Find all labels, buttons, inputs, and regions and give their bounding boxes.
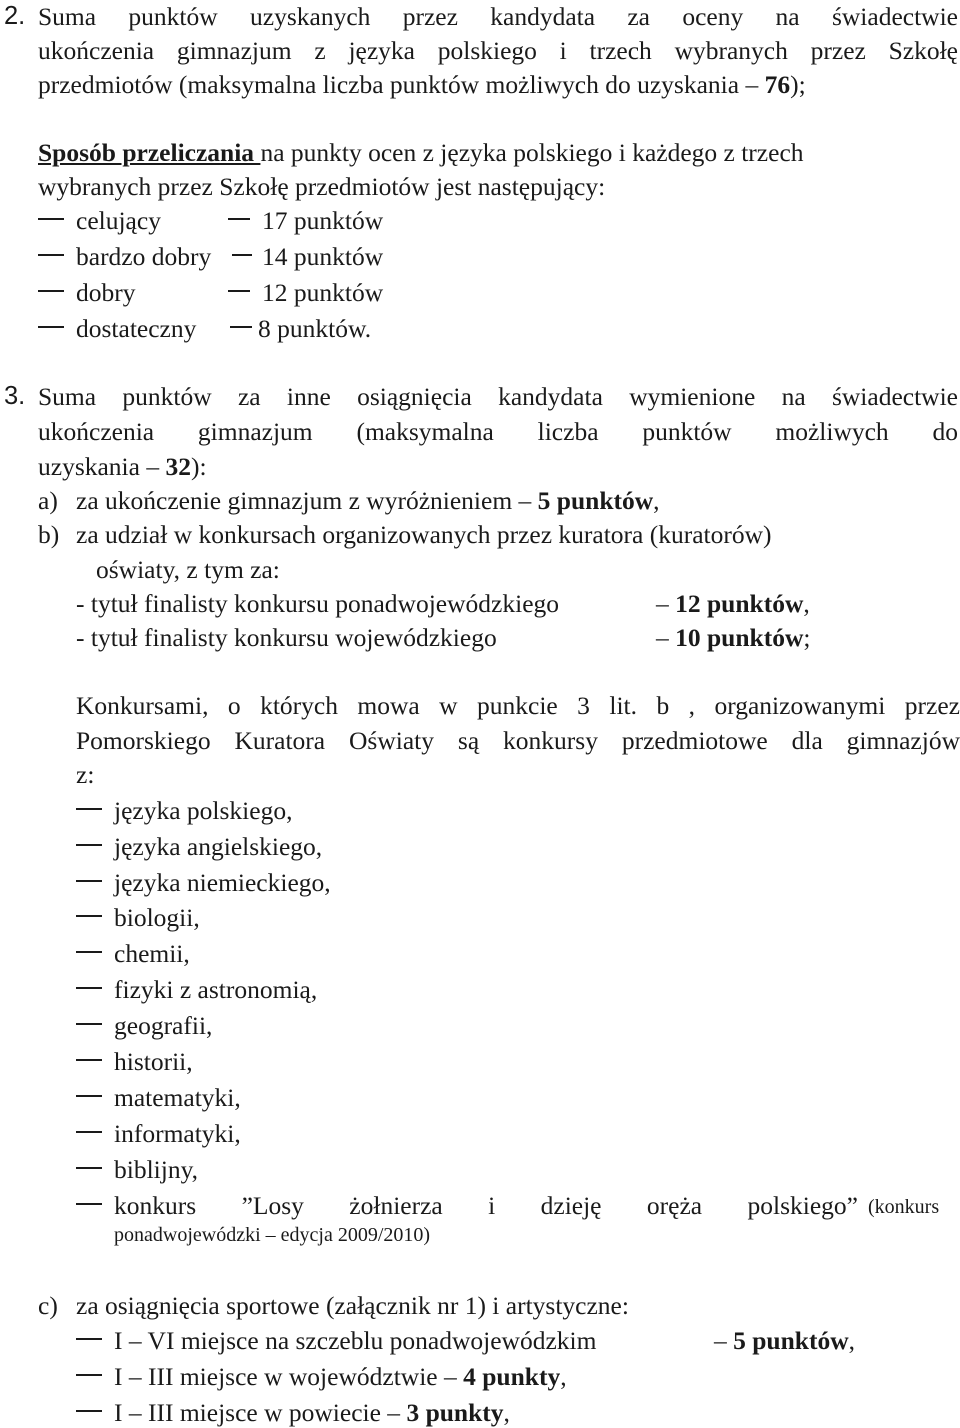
section3-max-points: 32 — [165, 452, 191, 481]
method-line1 — [38, 140, 804, 166]
grade-points: 8 punktów. — [258, 314, 372, 343]
section3-line3 — [38, 454, 207, 480]
c-item-tail: , — [560, 1362, 567, 1391]
grade-name: dobry — [76, 278, 136, 307]
dash-marker — [38, 218, 64, 220]
list-item: geografii, — [114, 1011, 213, 1040]
item-b2-dash: – — [656, 623, 669, 652]
item-a — [76, 488, 660, 514]
list-item: fizyki z astronomią, — [114, 975, 318, 1004]
c-item-points: 3 punkty — [406, 1398, 504, 1427]
section-number-2: 2. — [4, 2, 26, 30]
method-line2: wybranych przez Szkołę przedmiotów jest następujący: — [38, 172, 606, 201]
item-b-text2: oświaty, z tym za: — [96, 555, 280, 584]
dash-marker — [38, 326, 64, 328]
grade-name: celujący — [76, 206, 161, 235]
note-line3: z: — [76, 760, 95, 789]
losy-line-small: (konkurs — [868, 1196, 940, 1218]
dash-marker — [76, 951, 102, 953]
item-b1-text: - tytuł finalisty konkursu ponadwojewódzkiego — [76, 589, 560, 618]
item-b1-points-line — [656, 591, 810, 617]
c-item — [114, 1364, 567, 1390]
grade-name: bardzo dobry — [76, 242, 212, 271]
dash-marker — [76, 1338, 102, 1340]
item-a-points: 5 punktów — [537, 486, 654, 515]
section3-line3-text: uzyskania – — [38, 452, 160, 481]
item-b2-points-line — [656, 625, 810, 651]
section2-line3 — [38, 72, 806, 98]
dash-marker — [228, 290, 250, 292]
item-b2-points: 10 punktów — [675, 623, 804, 652]
dash-marker — [232, 254, 252, 256]
list-item: biblijny, — [114, 1155, 199, 1184]
item-a-tail: , — [653, 486, 660, 515]
list-item: języka niemieckiego, — [114, 868, 331, 897]
dash-marker — [76, 915, 102, 917]
dash-marker — [38, 254, 64, 256]
item-a-text: za ukończenie gimnazjum z wyróżnieniem – — [76, 486, 532, 515]
section2-line3-tail: ); — [790, 70, 806, 99]
dash-marker — [76, 1203, 102, 1205]
grade-points: 14 punktów — [262, 242, 384, 271]
c-item-text: I – III miejsce w województwie – — [114, 1362, 457, 1391]
losy-line: konkurs ”Losy żołnierza i dzieję oręża polskiego” — [114, 1191, 858, 1220]
list-item: języka polskiego, — [114, 796, 293, 825]
dash-marker — [76, 880, 102, 882]
c-item-points: 4 punkty — [463, 1362, 561, 1391]
note-line1: Konkursami, o których mowa w punkcie 3 lit. b , organizowanymi przez — [76, 691, 960, 720]
method-label: Sposób przeliczania — [38, 138, 261, 167]
dash-marker — [76, 1374, 102, 1376]
item-b2-text: - tytuł finalisty konkursu wojewódzkiego — [76, 623, 497, 652]
list-item: matematyki, — [114, 1083, 241, 1112]
method-text: na punkty ocen z języka polskiego i każdego z trzech — [260, 138, 804, 167]
list-item: chemii, — [114, 939, 190, 968]
section2-line2: ukończenia gimnazjum z języka polskiego i trzech wybranych przez Szkołę — [38, 36, 958, 65]
grade-points: 17 punktów — [262, 206, 384, 235]
dash-marker — [38, 290, 64, 292]
item-c-text: za osiągnięcia sportowe (załącznik nr 1) i artystyczne: — [76, 1291, 629, 1320]
grade-name: dostateczny — [76, 314, 197, 343]
c-item — [114, 1400, 510, 1426]
c-item-dash: – — [714, 1326, 727, 1355]
dash-marker — [76, 1167, 102, 1169]
dash-marker — [228, 218, 250, 220]
section2-line1: Suma punktów uzyskanych przez kandydata za oceny na świadectwie — [38, 2, 958, 31]
list-item: biologii, — [114, 903, 200, 932]
item-c-label: c) — [38, 1291, 58, 1320]
list-item: informatyki, — [114, 1119, 241, 1148]
c-item-text: I – VI miejsce na szczeblu ponadwojewódzkim — [114, 1326, 597, 1355]
section3-line3-tail: ): — [190, 452, 207, 481]
list-item: języka angielskiego, — [114, 832, 323, 861]
section3-line1: Suma punktów za inne osiągnięcia kandydata wymienione na świadectwie — [38, 382, 958, 411]
item-b1-dash: – — [656, 589, 669, 618]
section3-line2: ukończenia gimnazjum (maksymalna liczba punktów możliwych do — [38, 417, 958, 446]
dash-marker — [230, 326, 252, 328]
note-line2: Pomorskiego Kuratora Oświaty są konkursy przedmiotowe dla gimnazjów — [76, 726, 960, 755]
dash-marker — [76, 844, 102, 846]
c-item-text: I – III miejsce w powiecie – — [114, 1398, 401, 1427]
section-number-3: 3. — [4, 382, 26, 410]
c-item-points-line — [714, 1328, 855, 1354]
dash-marker — [76, 1023, 102, 1025]
section2-line3-text: przedmiotów (maksymalna liczba punktów możliwych do uzyskania – — [38, 70, 759, 99]
c-item-tail: , — [503, 1398, 510, 1427]
grade-points: 12 punktów — [262, 278, 384, 307]
dash-marker — [76, 987, 102, 989]
item-b-text: za udział w konkursach organizowanych przez kuratora (kuratorów) — [76, 520, 772, 549]
c-item-points: 5 punktów — [733, 1326, 849, 1355]
list-item: historii, — [114, 1047, 193, 1076]
item-a-label: a) — [38, 486, 58, 515]
item-b1-tail: , — [803, 589, 810, 618]
dash-marker — [76, 1410, 102, 1412]
item-b1-points: 12 punktów — [675, 589, 804, 618]
section2-max-points: 76 — [764, 70, 791, 99]
dash-marker — [76, 808, 102, 810]
item-b2-tail: ; — [803, 623, 811, 652]
dash-marker — [76, 1059, 102, 1061]
dash-marker — [76, 1095, 102, 1097]
c-item-tail: , — [848, 1326, 856, 1355]
item-b-label: b) — [38, 520, 60, 549]
losy-line2: ponadwojewódzki – edycja 2009/2010) — [114, 1224, 431, 1246]
dash-marker — [76, 1131, 102, 1133]
